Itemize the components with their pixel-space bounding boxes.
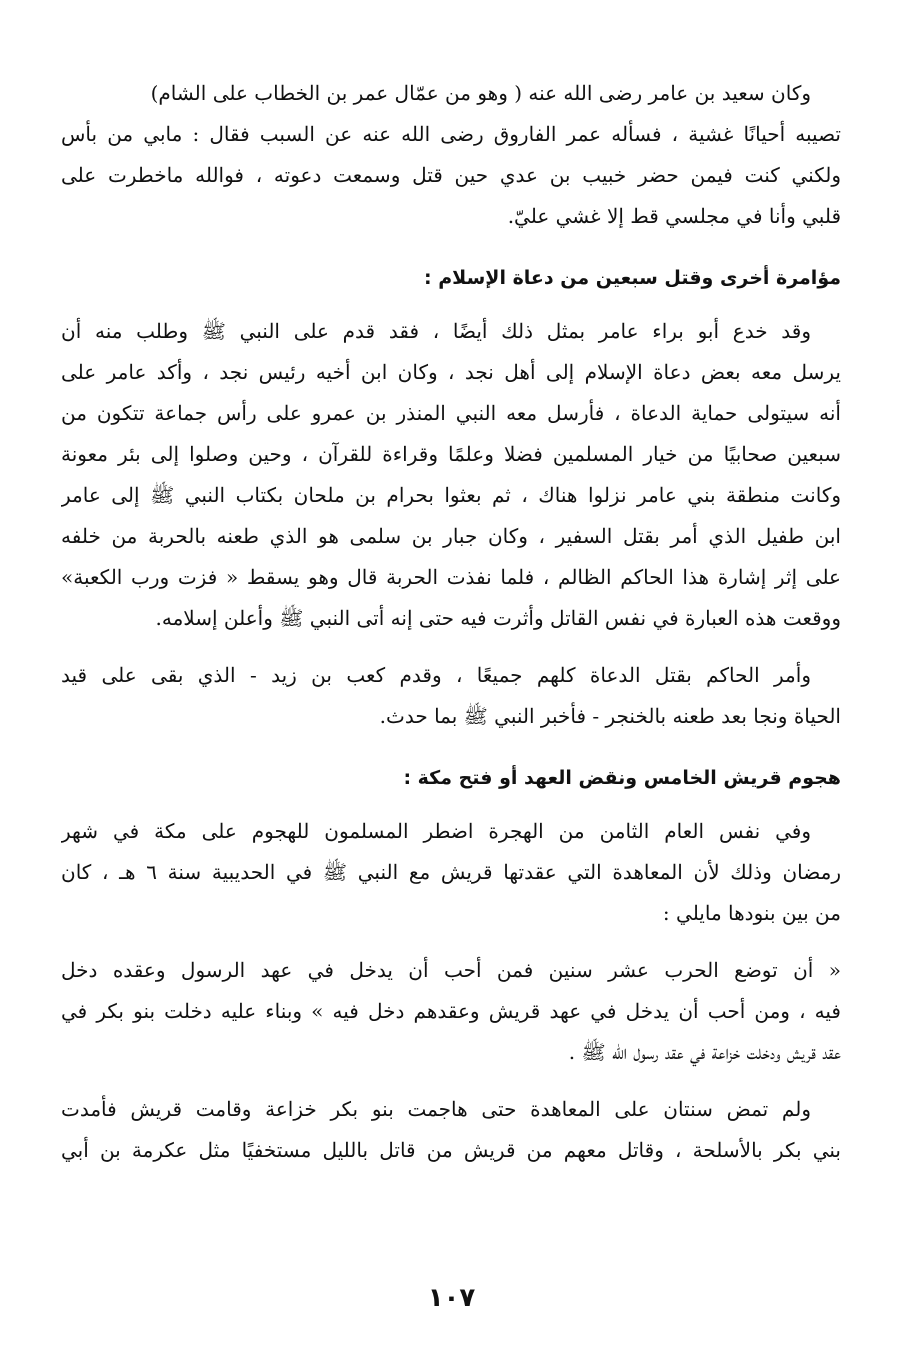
- text-line: يرسل معه بعض دعاة الإسلام إلى أهل نجد ، وكان ابن أخيه رئيس نجد ، وأكد عامر على: [61, 360, 841, 384]
- text-line: ووقعت هذه العبارة في نفس القاتل وأثرت فيه حتى إنه أتى النبي ﷺ وأعلن إسلامه.: [155, 606, 841, 630]
- text-line: الحياة ونجا بعد طعنه بالخنجر - فأخبر النبي ﷺ بما حدث.: [379, 704, 841, 728]
- text-line: تصيبه أحيانًا غشية ، فسأله عمر الفاروق رضى الله عنه عن السبب فقال : مابي من بأس: [61, 122, 841, 146]
- text-line: أنه سيتولى حماية الدعاة ، فأرسل معه النبي المنذر بن عمرو على رأس جماعة تتكون من: [61, 401, 841, 425]
- text-line: على إثر إشارة هذا الحاكم الظالم ، فلما نفذت الحربة قال وهو يسقط « فزت ورب الكعبة»: [61, 565, 841, 589]
- text-line: ولكني كنت فيمن حضر خبيب بن عدي حين قتل وسمعت دعوته ، فوالله ماخطرت على: [61, 163, 841, 187]
- paragraph-treaty-quote: [61, 955, 841, 1078]
- text-line: وكان سعيد بن عامر رضى الله عنه ( وهو من عمّال عمر بن الخطاب على الشام): [150, 81, 811, 105]
- text-line: سبعين صحابيًا من خيار المسلمين فضلا وعلمًا وقراءة للقرآن ، وحين وصلوا إلى بئر معونة: [61, 442, 841, 466]
- paragraph-breach: [61, 1094, 841, 1176]
- text-line: ابن طفيل الذي أمر بقتل السفير ، وكان جبار بن سلمى هو الذي طعنه بالحربة من خلفه: [61, 524, 841, 548]
- paragraph-conquest: [61, 816, 841, 939]
- text-line: بني بكر بالأسلحة ، وقاتل معهم من قريش من قاتل بالليل مستخفيًا مثل عكرمة بن أبي: [61, 1138, 841, 1162]
- text-line: فيه ، ومن أحب أن يدخل في عهد قريش وعقدهم دخل فيه » وبناء عليه دخلت بنو بكر في: [61, 999, 841, 1023]
- text-line: وكانت منطقة بني عامر نزلوا هناك ، ثم بعثوا بحرام بن ملحان بكتاب النبي ﷺ إلى عامر: [61, 483, 841, 507]
- text-line: وقد خدع أبو براء عامر بمثل ذلك أيضًا ، فقد قدم على النبي ﷺ وطلب منه أن: [61, 319, 811, 343]
- text-line: ولم تمض سنتان على المعاهدة حتى هاجمت بنو بكر خزاعة وقامت قريش فأمدت: [61, 1097, 811, 1121]
- text-line: عقد قريش ودخلت خزاعة في عقد رسول الله ﷺ .: [568, 1040, 841, 1064]
- text-line: وأمر الحاكم بقتل الدعاة كلهم جميعًا ، وقدم كعب بن زيد - الذي بقى على قيد: [61, 663, 811, 687]
- text-line: وفي نفس العام الثامن من الهجرة اضطر المسلمون للهجوم على مكة في شهر: [61, 819, 811, 843]
- paragraph-kaab: [61, 660, 841, 742]
- text-line: قلبي وأنا في مجلسي قط إلا غشي عليّ.: [507, 204, 841, 228]
- section-heading: مؤامرة أخرى وقتل سبعين من دعاة الإسلام :: [424, 267, 841, 289]
- text-line: رمضان وذلك لأن المعاهدة التي عقدتها قريش مع النبي ﷺ في الحديبية سنة ٦ هـ ، كان: [61, 860, 841, 884]
- text-line: من بين بنودها مايلي :: [662, 901, 841, 925]
- page-body: [61, 78, 841, 1192]
- paragraph-abu-bara: [61, 316, 841, 644]
- page-number: ١٠٧: [427, 1283, 476, 1313]
- text-line: « أن توضع الحرب عشر سنين فمن أحب أن يدخل في عهد الرسول وعقده دخل: [61, 958, 841, 982]
- paragraph-saeed: [61, 78, 841, 242]
- section-heading: هجوم قريش الخامس ونقض العهد أو فتح مكة :: [403, 767, 841, 789]
